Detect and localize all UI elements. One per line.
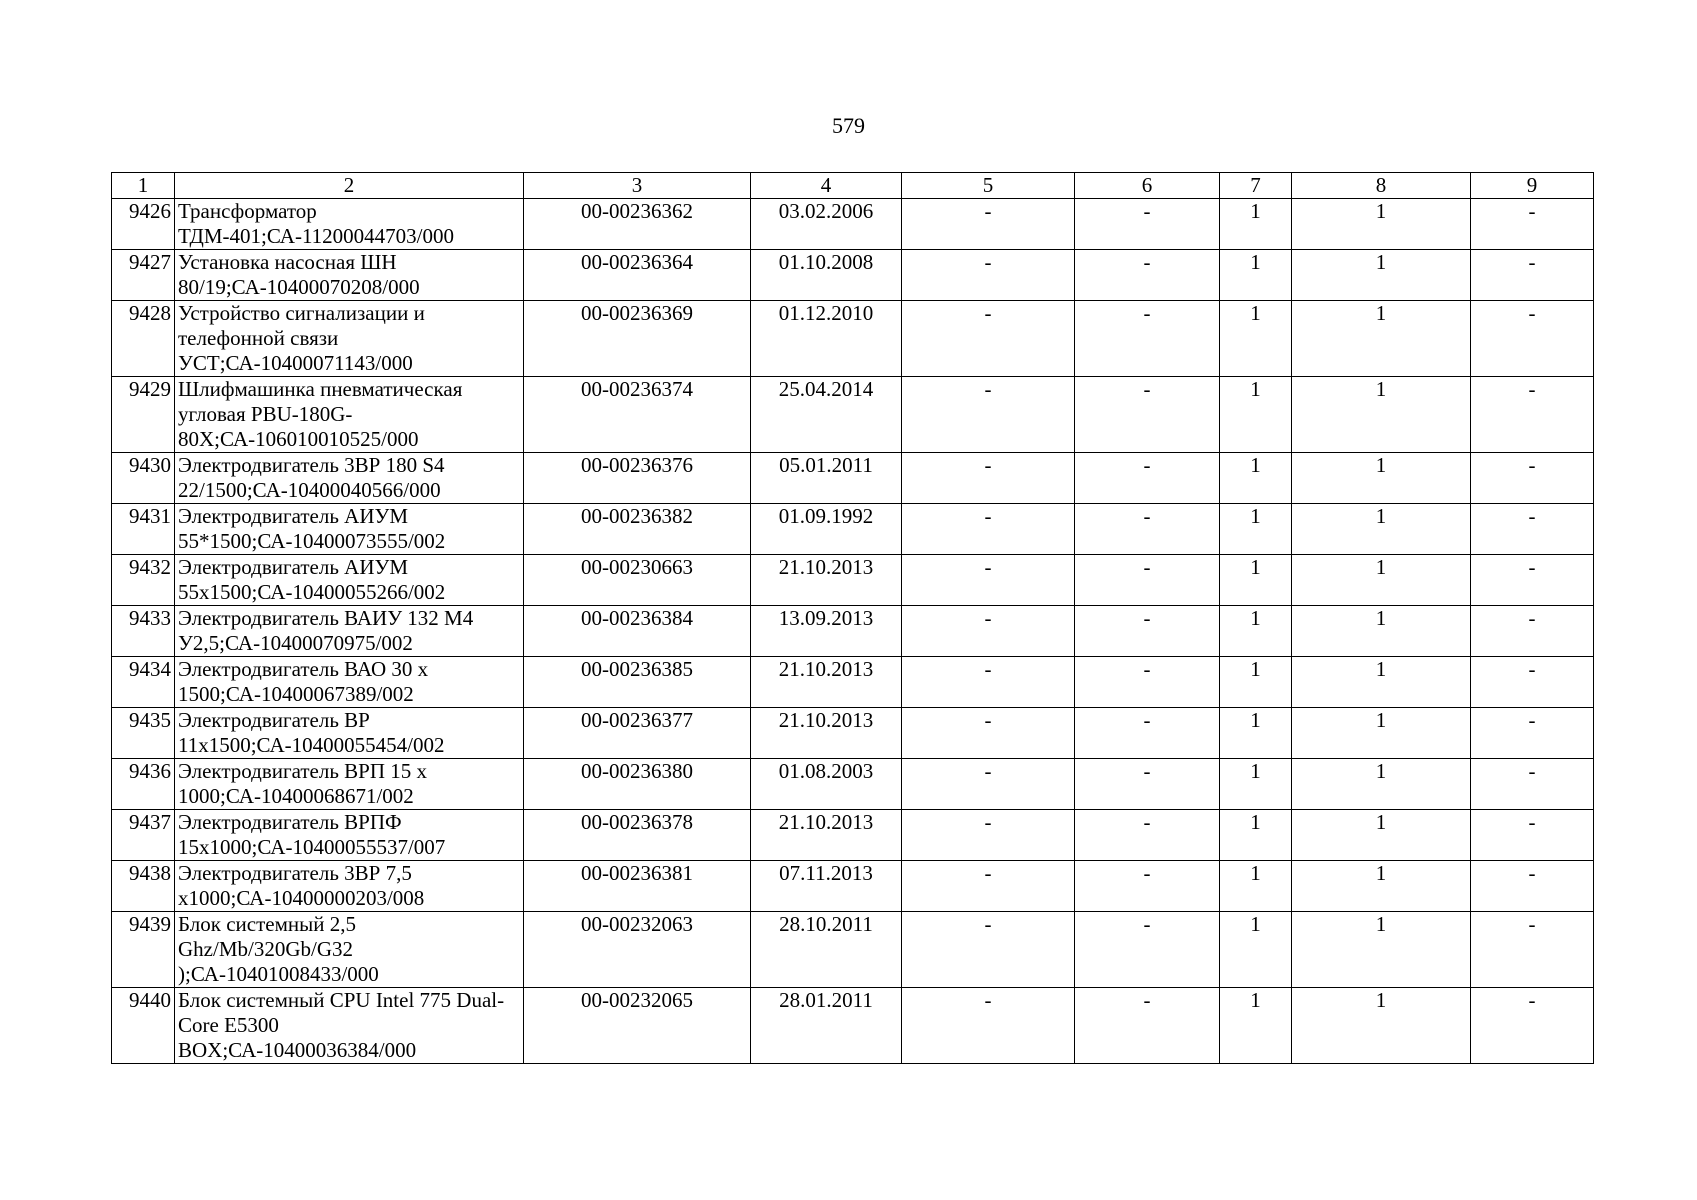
inventory-code-cell: 00-00236381 xyxy=(524,861,751,912)
column-9-cell: - xyxy=(1471,810,1594,861)
inventory-code-cell: 00-00236377 xyxy=(524,708,751,759)
table-row xyxy=(112,199,1594,250)
column-9-cell: - xyxy=(1471,759,1594,810)
column-8-cell: 1 xyxy=(1292,912,1471,988)
column-5-cell: - xyxy=(902,377,1075,453)
item-name-cell: Устройство сигнализации и телефонной связи УСТ;СА-10400071143/000 xyxy=(175,301,524,377)
column-7-cell: 1 xyxy=(1220,861,1292,912)
column-6-cell: - xyxy=(1075,377,1220,453)
row-number-cell: 9437 xyxy=(112,810,175,861)
inventory-code-cell: 00-00236378 xyxy=(524,810,751,861)
table-row xyxy=(112,377,1594,453)
column-5-cell: - xyxy=(902,861,1075,912)
column-header: 9 xyxy=(1471,173,1594,199)
row-number-cell: 9431 xyxy=(112,504,175,555)
column-7-cell: 1 xyxy=(1220,912,1292,988)
date-cell: 25.04.2014 xyxy=(751,377,902,453)
column-9-cell: - xyxy=(1471,708,1594,759)
column-8-cell: 1 xyxy=(1292,250,1471,301)
row-number-cell: 9438 xyxy=(112,861,175,912)
column-7-cell: 1 xyxy=(1220,377,1292,453)
column-6-cell: - xyxy=(1075,606,1220,657)
column-8-cell: 1 xyxy=(1292,453,1471,504)
item-name-cell: Трансформатор ТДМ-401;СА-11200044703/000 xyxy=(175,199,524,250)
date-cell: 21.10.2013 xyxy=(751,810,902,861)
item-name-cell: Шлифмашинка пневматическая угловая PBU-180G-80X;СА-106010010525/000 xyxy=(175,377,524,453)
row-number-cell: 9427 xyxy=(112,250,175,301)
column-header: 4 xyxy=(751,173,902,199)
column-5-cell: - xyxy=(902,759,1075,810)
column-8-cell: 1 xyxy=(1292,759,1471,810)
column-7-cell: 1 xyxy=(1220,453,1292,504)
column-5-cell: - xyxy=(902,453,1075,504)
column-6-cell: - xyxy=(1075,988,1220,1064)
inventory-code-cell: 00-00236382 xyxy=(524,504,751,555)
row-number-cell: 9435 xyxy=(112,708,175,759)
column-7-cell: 1 xyxy=(1220,504,1292,555)
table-body xyxy=(112,173,1594,1064)
row-number-cell: 9429 xyxy=(112,377,175,453)
table-row xyxy=(112,555,1594,606)
column-7-cell: 1 xyxy=(1220,657,1292,708)
inventory-code-cell: 00-00236362 xyxy=(524,199,751,250)
column-9-cell: - xyxy=(1471,453,1594,504)
column-5-cell: - xyxy=(902,708,1075,759)
column-7-cell: 1 xyxy=(1220,759,1292,810)
table-header-row xyxy=(112,173,1594,199)
column-5-cell: - xyxy=(902,988,1075,1064)
table-row xyxy=(112,606,1594,657)
column-9-cell: - xyxy=(1471,606,1594,657)
date-cell: 21.10.2013 xyxy=(751,657,902,708)
column-5-cell: - xyxy=(902,810,1075,861)
item-name-cell: Электродвигатель 3ВР 180 S4 22/1500;СА-10400040566/000 xyxy=(175,453,524,504)
date-cell: 01.12.2010 xyxy=(751,301,902,377)
column-8-cell: 1 xyxy=(1292,988,1471,1064)
date-cell: 07.11.2013 xyxy=(751,861,902,912)
column-6-cell: - xyxy=(1075,708,1220,759)
column-header: 5 xyxy=(902,173,1075,199)
page-number: 579 xyxy=(832,113,865,138)
item-name-cell: Электродвигатель АИУМ 55х1500;СА-10400055266/002 xyxy=(175,555,524,606)
column-5-cell: - xyxy=(902,199,1075,250)
table-row xyxy=(112,250,1594,301)
table-row xyxy=(112,453,1594,504)
column-9-cell: - xyxy=(1471,504,1594,555)
column-6-cell: - xyxy=(1075,250,1220,301)
column-5-cell: - xyxy=(902,657,1075,708)
item-name-cell: Электродвигатель ВАО 30 х 1500;СА-10400067389/002 xyxy=(175,657,524,708)
column-9-cell: - xyxy=(1471,199,1594,250)
column-9-cell: - xyxy=(1471,301,1594,377)
column-9-cell: - xyxy=(1471,555,1594,606)
row-number-cell: 9428 xyxy=(112,301,175,377)
table-row xyxy=(112,912,1594,988)
column-7-cell: 1 xyxy=(1220,606,1292,657)
date-cell: 21.10.2013 xyxy=(751,555,902,606)
table-row xyxy=(112,759,1594,810)
row-number-cell: 9432 xyxy=(112,555,175,606)
column-7-cell: 1 xyxy=(1220,555,1292,606)
row-number-cell: 9439 xyxy=(112,912,175,988)
inventory-code-cell: 00-00236376 xyxy=(524,453,751,504)
column-9-cell: - xyxy=(1471,912,1594,988)
table-row xyxy=(112,504,1594,555)
column-7-cell: 1 xyxy=(1220,301,1292,377)
inventory-code-cell: 00-00236374 xyxy=(524,377,751,453)
date-cell: 21.10.2013 xyxy=(751,708,902,759)
row-number-cell: 9433 xyxy=(112,606,175,657)
row-number-cell: 9426 xyxy=(112,199,175,250)
item-name-cell: Электродвигатель ВР 11х1500;СА-10400055454/002 xyxy=(175,708,524,759)
column-header: 7 xyxy=(1220,173,1292,199)
column-6-cell: - xyxy=(1075,453,1220,504)
inventory-code-cell: 00-00230663 xyxy=(524,555,751,606)
column-8-cell: 1 xyxy=(1292,504,1471,555)
row-number-cell: 9436 xyxy=(112,759,175,810)
table-row xyxy=(112,657,1594,708)
column-7-cell: 1 xyxy=(1220,988,1292,1064)
column-8-cell: 1 xyxy=(1292,555,1471,606)
column-8-cell: 1 xyxy=(1292,301,1471,377)
item-name-cell: Блок системный 2,5 Ghz/Mb/320Gb/G32 );СА-10401008433/000 xyxy=(175,912,524,988)
item-name-cell: Блок системный CPU Intel 775 Dual-Core E5300 BOX;СА-10400036384/000 xyxy=(175,988,524,1064)
column-9-cell: - xyxy=(1471,988,1594,1064)
row-number-cell: 9434 xyxy=(112,657,175,708)
date-cell: 05.01.2011 xyxy=(751,453,902,504)
item-name-cell: Электродвигатель ВРП 15 х 1000;СА-10400068671/002 xyxy=(175,759,524,810)
column-header: 1 xyxy=(112,173,175,199)
column-header: 2 xyxy=(175,173,524,199)
date-cell: 01.10.2008 xyxy=(751,250,902,301)
column-5-cell: - xyxy=(902,555,1075,606)
column-header: 3 xyxy=(524,173,751,199)
column-8-cell: 1 xyxy=(1292,657,1471,708)
column-9-cell: - xyxy=(1471,861,1594,912)
column-6-cell: - xyxy=(1075,555,1220,606)
column-9-cell: - xyxy=(1471,250,1594,301)
inventory-table xyxy=(111,172,1594,1064)
table-row xyxy=(112,810,1594,861)
date-cell: 13.09.2013 xyxy=(751,606,902,657)
column-8-cell: 1 xyxy=(1292,377,1471,453)
inventory-code-cell: 00-00232065 xyxy=(524,988,751,1064)
row-number-cell: 9440 xyxy=(112,988,175,1064)
column-header: 8 xyxy=(1292,173,1471,199)
column-6-cell: - xyxy=(1075,199,1220,250)
item-name-cell: Электродвигатель АИУМ 55*1500;СА-10400073555/002 xyxy=(175,504,524,555)
table-row xyxy=(112,301,1594,377)
table-row xyxy=(112,861,1594,912)
inventory-code-cell: 00-00236380 xyxy=(524,759,751,810)
date-cell: 28.01.2011 xyxy=(751,988,902,1064)
item-name-cell: Электродвигатель ВРПФ 15х1000;СА-10400055537/007 xyxy=(175,810,524,861)
column-7-cell: 1 xyxy=(1220,250,1292,301)
date-cell: 01.08.2003 xyxy=(751,759,902,810)
item-name-cell: Электродвигатель ВАИУ 132 М4 У2,5;СА-10400070975/002 xyxy=(175,606,524,657)
column-6-cell: - xyxy=(1075,504,1220,555)
column-6-cell: - xyxy=(1075,301,1220,377)
date-cell: 01.09.1992 xyxy=(751,504,902,555)
column-6-cell: - xyxy=(1075,657,1220,708)
column-5-cell: - xyxy=(902,504,1075,555)
column-5-cell: - xyxy=(902,250,1075,301)
column-9-cell: - xyxy=(1471,657,1594,708)
column-7-cell: 1 xyxy=(1220,199,1292,250)
column-8-cell: 1 xyxy=(1292,810,1471,861)
column-8-cell: 1 xyxy=(1292,861,1471,912)
column-6-cell: - xyxy=(1075,810,1220,861)
column-6-cell: - xyxy=(1075,912,1220,988)
column-5-cell: - xyxy=(902,606,1075,657)
inventory-code-cell: 00-00236385 xyxy=(524,657,751,708)
column-5-cell: - xyxy=(902,301,1075,377)
column-header: 6 xyxy=(1075,173,1220,199)
table-row xyxy=(112,708,1594,759)
date-cell: 28.10.2011 xyxy=(751,912,902,988)
column-8-cell: 1 xyxy=(1292,708,1471,759)
column-8-cell: 1 xyxy=(1292,606,1471,657)
column-7-cell: 1 xyxy=(1220,708,1292,759)
item-name-cell: Электродвигатель 3ВР 7,5 х1000;СА-10400000203/008 xyxy=(175,861,524,912)
inventory-code-cell: 00-00236364 xyxy=(524,250,751,301)
column-6-cell: - xyxy=(1075,759,1220,810)
column-9-cell: - xyxy=(1471,377,1594,453)
inventory-code-cell: 00-00232063 xyxy=(524,912,751,988)
row-number-cell: 9430 xyxy=(112,453,175,504)
inventory-code-cell: 00-00236369 xyxy=(524,301,751,377)
item-name-cell: Установка насосная ШН 80/19;СА-10400070208/000 xyxy=(175,250,524,301)
column-8-cell: 1 xyxy=(1292,199,1471,250)
date-cell: 03.02.2006 xyxy=(751,199,902,250)
table-row xyxy=(112,988,1594,1064)
inventory-code-cell: 00-00236384 xyxy=(524,606,751,657)
column-7-cell: 1 xyxy=(1220,810,1292,861)
column-6-cell: - xyxy=(1075,861,1220,912)
column-5-cell: - xyxy=(902,912,1075,988)
